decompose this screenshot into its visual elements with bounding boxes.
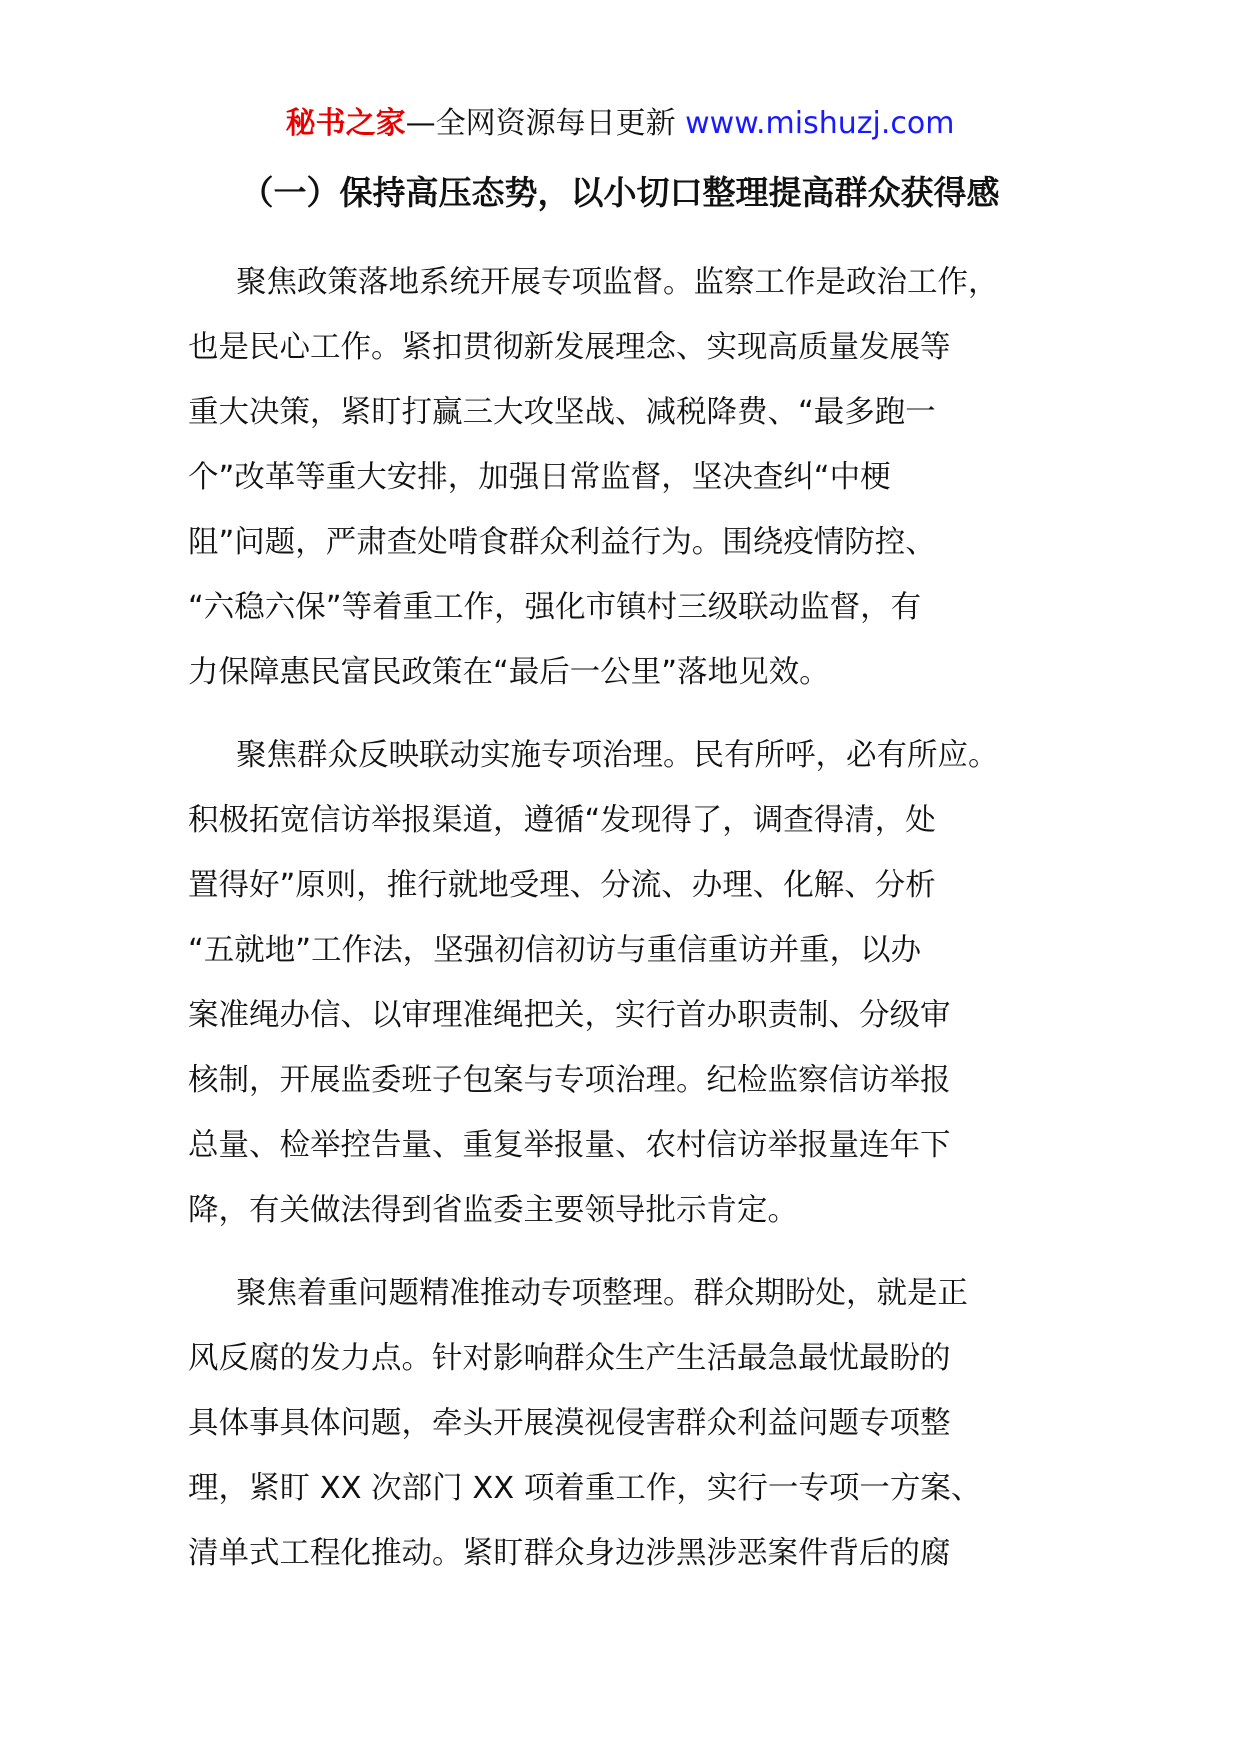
paragraph-line: 重大决策，紧盯打赢三大攻坚战、减税降费、“最多跑一 — [188, 395, 936, 430]
header-tagline: —全网资源每日更新 — [405, 106, 676, 141]
paragraph-key-issue-rectification — [188, 1261, 1068, 1586]
paragraph-line: 置得好”原则，推行就地受理、分流、办理、化解、分析 — [188, 868, 936, 903]
paragraph-petition-governance — [188, 723, 1068, 1243]
paragraph-line: 也是民心工作。紧扣贯彻新发展理念、实现高质量发展等 — [188, 330, 951, 365]
site-header — [0, 104, 1240, 144]
paragraph-line: 聚焦着重问题精准推动专项整理。群众期盼处，就是正 — [236, 1276, 968, 1311]
paragraph-line: 核制，开展监委班子包案与专项治理。纪检监察信访举报 — [188, 1063, 951, 1098]
paragraph-line: “六稳六保”等着重工作，强化市镇村三级联动监督，有 — [188, 590, 922, 625]
paragraph-line: “五就地”工作法，坚强初信初访与重信重访并重，以办 — [188, 933, 922, 968]
paragraph-policy-supervision — [188, 250, 1068, 705]
section-title: （一）保持高压态势，以小切口整理提高群众获得感 — [240, 173, 1000, 212]
paragraph-line: 聚焦群众反映联动实施专项治理。民有所呼，必有所应。 — [236, 738, 999, 773]
site-url-link[interactable]: www.mishuzj.com — [685, 106, 955, 141]
paragraph-line: 积极拓宽信访举报渠道，遵循“发现得了，调查得清，处 — [188, 803, 936, 838]
paragraph-line: 总量、检举控告量、重复举报量、农村信访举报量连年下 — [188, 1128, 951, 1163]
brand-name: 秘书之家 — [285, 106, 406, 141]
paragraph-line: 阻”问题，严肃查处啃食群众利益行为。围绕疫情防控、 — [188, 525, 936, 560]
paragraph-line: 具体事具体问题，牵头开展漠视侵害群众利益问题专项整 — [188, 1406, 951, 1441]
document-body — [188, 250, 1068, 1604]
paragraph-line: 清单式工程化推动。紧盯群众身边涉黑涉恶案件背后的腐 — [188, 1536, 951, 1571]
paragraph-line: 聚焦政策落地系统开展专项监督。监察工作是政治工作， — [236, 265, 999, 300]
paragraph-line: 案准绳办信、以审理准绳把关，实行首办职责制、分级审 — [188, 998, 951, 1033]
paragraph-line: 降，有关做法得到省监委主要领导批示肯定。 — [188, 1193, 798, 1228]
paragraph-line: 理，紧盯 XX 次部门 XX 项着重工作，实行一专项一方案、 — [188, 1471, 982, 1506]
paragraph-line: 力保障惠民富民政策在“最后一公里”落地见效。 — [188, 655, 830, 690]
paragraph-line: 个”改革等重大安排，加强日常监督，坚决查纠“中梗 — [188, 460, 891, 495]
paragraph-line: 风反腐的发力点。针对影响群众生产生活最急最忧最盼的 — [188, 1341, 951, 1376]
